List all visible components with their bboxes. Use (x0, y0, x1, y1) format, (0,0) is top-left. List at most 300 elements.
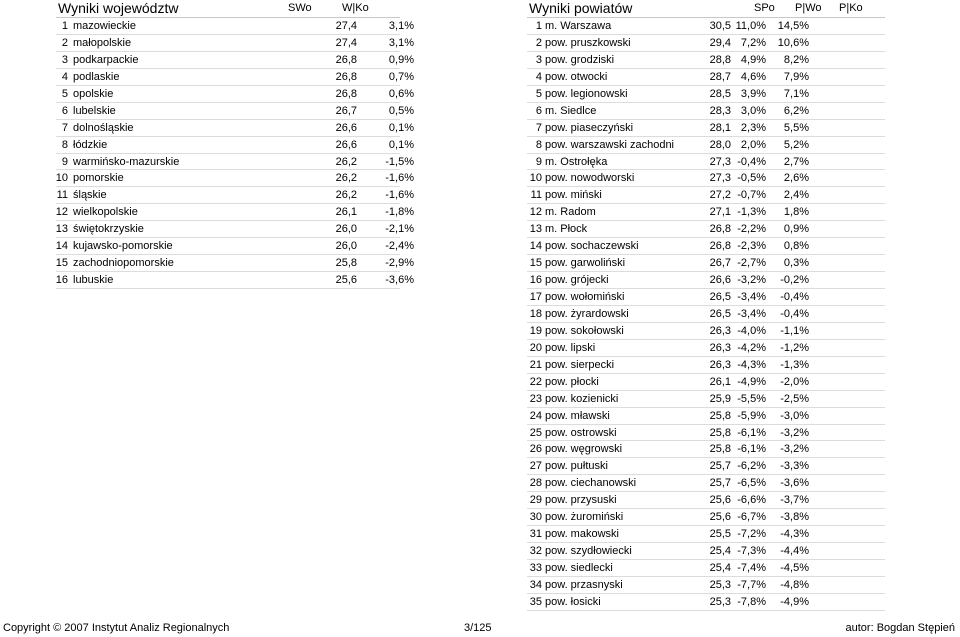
cell-v3: -4,8% (780, 578, 809, 591)
cell-v1: 25,4 (709, 562, 731, 574)
cell-name: pow. szydłowiecki (545, 545, 632, 558)
cell-v1: 26,1 (335, 206, 357, 219)
cell-v2: 4,9% (740, 53, 766, 66)
cell-v3: -3,0% (780, 409, 809, 422)
cell-v3: -4,4% (780, 545, 809, 558)
cell-name: pow. żuromiński (545, 511, 624, 524)
cell-v2: -4,9% (737, 375, 766, 388)
cell-n: 8 (535, 138, 542, 151)
cell-v3: -1,2% (780, 341, 809, 354)
table-row (527, 391, 885, 408)
cell-v2: -3,2% (737, 274, 766, 287)
cell-n: 12 (529, 206, 542, 219)
cell-v2: -7,7% (737, 578, 766, 591)
cell-n: 5 (535, 87, 542, 100)
cell-name: pow. kozienicki (545, 392, 619, 405)
cell-v3: -3,8% (780, 511, 809, 524)
table-row (527, 18, 885, 35)
powiaty-header (527, 0, 885, 18)
cell-name: świętokrzyskie (73, 223, 144, 236)
cell-v1: 29,4 (709, 36, 731, 49)
table-row (527, 458, 885, 475)
cell-v1: 25,6 (709, 511, 731, 524)
cell-v2: -5,5% (737, 392, 766, 405)
cell-v1: 25,7 (709, 477, 731, 490)
cell-v2: -3,6% (385, 274, 414, 287)
col-spo-header: SPo (754, 2, 775, 14)
cell-v2: 3,0% (740, 104, 766, 117)
cell-v3: -4,5% (780, 562, 809, 574)
cell-n: 8 (61, 138, 68, 151)
table-row (527, 221, 885, 238)
cell-name: kujawsko-pomorskie (73, 240, 173, 253)
powiaty-table (527, 0, 885, 611)
cell-n: 35 (529, 595, 542, 608)
cell-v2: 11,0% (735, 20, 766, 32)
cell-v1: 26,7 (335, 104, 357, 117)
cell-name: m. Płock (545, 223, 588, 236)
cell-v2: -4,3% (737, 358, 766, 371)
cell-v1: 26,3 (709, 324, 731, 337)
cell-name: pow. grodziski (545, 53, 615, 66)
cell-n: 15 (529, 257, 542, 270)
cell-name: opolskie (73, 87, 114, 100)
cell-name: pow. grójecki (545, 274, 609, 287)
cell-v2: -2,1% (385, 223, 414, 236)
table-row (56, 120, 414, 137)
table-row (56, 86, 414, 103)
cell-n: 31 (529, 528, 542, 541)
cell-name: mazowieckie (73, 20, 136, 32)
cell-v3: 2,4% (783, 189, 809, 202)
table-row (527, 120, 885, 137)
powiaty-rows (527, 18, 885, 611)
cell-v1: 25,8 (709, 443, 731, 456)
table-row (527, 594, 885, 611)
cell-v1: 26,0 (335, 223, 357, 236)
cell-v1: 27,3 (709, 172, 731, 185)
cell-v3: 14,5% (777, 20, 809, 32)
cell-name: pow. łosicki (545, 595, 601, 608)
cell-name: pow. przysuski (545, 494, 617, 507)
cell-v3: -3,6% (780, 477, 809, 490)
cell-v1: 25,3 (709, 578, 731, 591)
cell-v2: -1,5% (385, 155, 414, 168)
table-row (56, 18, 414, 35)
cell-v1: 26,8 (709, 223, 731, 236)
cell-v2: -3,4% (737, 291, 766, 303)
cell-n: 25 (529, 426, 542, 439)
cell-v2: -6,7% (737, 511, 766, 524)
footer-author: autor: Bogdan Stępień (845, 622, 955, 634)
cell-v3: 2,6% (783, 172, 809, 185)
cell-n: 13 (55, 223, 68, 236)
cell-v1: 26,3 (709, 358, 731, 371)
cell-v2: 3,1% (388, 20, 414, 32)
cell-n: 10 (55, 172, 68, 185)
table-row (527, 187, 885, 204)
cell-name: m. Warszawa (545, 20, 612, 32)
col-pwo-header: P|Wo (795, 2, 822, 14)
cell-name: łódzkie (73, 138, 108, 151)
wojewodztwa-title: Wyniki województw (58, 0, 179, 16)
cell-n: 14 (55, 240, 68, 253)
cell-v3: 0,8% (783, 240, 809, 253)
table-row (527, 357, 885, 374)
cell-n: 7 (61, 121, 68, 134)
cell-n: 4 (61, 70, 68, 83)
cell-v3: -4,9% (780, 595, 809, 608)
cell-name: pow. legionowski (545, 87, 628, 100)
cell-name: dolnośląskie (73, 121, 134, 134)
cell-v2: -6,6% (737, 494, 766, 507)
cell-v3: -2,5% (780, 392, 809, 405)
table-row (527, 340, 885, 357)
cell-v1: 28,5 (709, 87, 731, 100)
cell-n: 3 (535, 53, 542, 66)
cell-v2: -7,4% (737, 562, 766, 574)
cell-name: pow. piaseczyński (545, 121, 634, 134)
cell-name: pow. węgrowski (545, 443, 623, 456)
cell-n: 1 (61, 20, 68, 32)
cell-v1: 28,7 (709, 70, 731, 83)
table-row (56, 35, 414, 52)
cell-name: pow. mławski (545, 409, 610, 422)
table-row (527, 154, 885, 171)
cell-v1: 26,1 (709, 375, 731, 388)
cell-name: pow. wołomiński (545, 291, 625, 303)
table-row (527, 408, 885, 425)
cell-v3: 2,7% (783, 155, 809, 168)
cell-n: 21 (529, 358, 542, 371)
cell-v2: 2,3% (740, 121, 766, 134)
cell-v2: 0,1% (388, 138, 414, 151)
table-row (55, 221, 414, 238)
cell-v2: -6,5% (737, 477, 766, 490)
table-row (527, 255, 885, 272)
cell-n: 1 (535, 20, 542, 32)
table-row (527, 323, 885, 340)
table-row (527, 577, 885, 594)
cell-v2: -7,8% (737, 595, 766, 608)
cell-n: 13 (529, 223, 542, 236)
cell-v1: 26,2 (335, 189, 357, 202)
cell-v1: 26,5 (709, 291, 731, 303)
cell-v1: 26,8 (335, 87, 357, 100)
cell-name: lubuskie (73, 274, 114, 287)
cell-v3: 10,6% (777, 36, 809, 49)
cell-v3: -4,3% (780, 528, 809, 541)
cell-n: 33 (529, 562, 542, 574)
cell-name: podlaskie (73, 70, 120, 83)
cell-v1: 26,6 (335, 138, 357, 151)
table-row (56, 52, 414, 69)
cell-v3: 7,9% (783, 70, 809, 83)
cell-v1: 25,6 (709, 494, 731, 507)
cell-n: 12 (55, 206, 68, 219)
table-row (56, 137, 414, 154)
cell-v1: 28,8 (709, 53, 731, 66)
cell-name: m. Radom (545, 206, 596, 219)
cell-v1: 26,7 (709, 257, 731, 270)
table-row (527, 204, 885, 221)
cell-v2: -6,1% (737, 443, 766, 456)
table-row (527, 69, 885, 86)
cell-name: pow. pruszkowski (545, 36, 631, 49)
cell-v1: 27,4 (335, 20, 357, 32)
cell-v2: -2,3% (737, 240, 766, 253)
cell-name: warmińsko-mazurskie (73, 155, 180, 168)
cell-v2: -1,6% (385, 189, 414, 202)
cell-v1: 28,1 (709, 121, 731, 134)
cell-v2: -0,7% (737, 189, 766, 202)
cell-v2: 7,2% (740, 36, 766, 49)
cell-v2: 0,9% (388, 53, 414, 66)
table-row (527, 425, 885, 442)
cell-name: pow. sokołowski (545, 324, 624, 337)
cell-v1: 25,8 (335, 257, 357, 270)
cell-v3: -3,7% (780, 494, 809, 507)
cell-name: pow. pułtuski (545, 460, 608, 473)
table-row (56, 154, 414, 171)
cell-v1: 26,8 (335, 53, 357, 66)
col-swo-header: SWo (288, 2, 312, 14)
cell-v2: -7,2% (737, 528, 766, 541)
cell-name: zachodniopomorskie (73, 257, 174, 270)
cell-name: pow. sochaczewski (545, 240, 639, 253)
cell-v1: 26,3 (709, 341, 731, 354)
cell-n: 5 (61, 87, 68, 100)
cell-v2: 0,5% (388, 104, 414, 117)
cell-name: pow. miński (545, 189, 602, 202)
table-row (527, 526, 885, 543)
cell-n: 30 (529, 511, 542, 524)
cell-v3: 8,2% (783, 53, 809, 66)
cell-name: pow. sierpecki (545, 358, 615, 371)
cell-v3: -1,3% (780, 358, 809, 371)
cell-v1: 26,2 (335, 155, 357, 168)
table-row (527, 560, 885, 577)
cell-name: pow. przasnyski (545, 578, 623, 591)
cell-v2: -1,3% (737, 206, 766, 219)
table-row (527, 238, 885, 255)
cell-n: 17 (529, 291, 542, 303)
cell-n: 11 (56, 189, 68, 202)
cell-v1: 25,4 (709, 545, 731, 558)
wojewodztwa-table (55, 0, 414, 289)
table-row (55, 255, 414, 272)
cell-n: 20 (529, 341, 542, 354)
cell-n: 3 (61, 53, 68, 66)
cell-v1: 25,8 (709, 426, 731, 439)
cell-v2: -6,2% (737, 460, 766, 473)
cell-name: podkarpackie (73, 53, 139, 66)
cell-n: 26 (529, 443, 542, 456)
cell-v3: 0,3% (783, 257, 809, 270)
cell-v3: -0,2% (780, 274, 809, 287)
cell-v3: 5,5% (783, 121, 809, 134)
cell-v2: -5,9% (737, 409, 766, 422)
table-row (55, 272, 414, 289)
cell-n: 9 (535, 155, 542, 168)
cell-name: pow. makowski (545, 528, 619, 541)
cell-n: 22 (529, 375, 542, 388)
cell-v2: -1,6% (385, 172, 414, 185)
cell-n: 2 (61, 36, 68, 49)
cell-v3: 1,8% (783, 206, 809, 219)
cell-v1: 26,6 (335, 121, 357, 134)
cell-n: 6 (535, 104, 542, 117)
table-row (55, 204, 414, 221)
cell-n: 32 (529, 545, 542, 558)
cell-v1: 26,0 (335, 240, 357, 253)
cell-v2: 0,7% (388, 70, 414, 83)
cell-v1: 28,0 (709, 138, 731, 151)
cell-v2: -1,8% (385, 206, 414, 219)
table-row (527, 103, 885, 120)
cell-v1: 26,2 (335, 172, 357, 185)
cell-v2: -2,9% (385, 257, 414, 270)
cell-n: 15 (55, 257, 68, 270)
cell-v2: -6,1% (737, 426, 766, 439)
table-row (56, 187, 414, 204)
cell-v3: -0,4% (780, 307, 809, 320)
table-row (527, 52, 885, 69)
cell-name: małopolskie (73, 36, 132, 49)
cell-v2: -0,5% (737, 172, 766, 185)
cell-n: 6 (61, 104, 68, 117)
cell-n: 7 (535, 121, 542, 134)
wojewodztwa-rows (55, 18, 414, 289)
table-row (527, 441, 885, 458)
cell-n: 23 (529, 392, 542, 405)
table-row (527, 86, 885, 103)
cell-v1: 27,2 (709, 189, 731, 202)
cell-n: 16 (529, 274, 542, 287)
cell-name: pomorskie (73, 172, 124, 185)
footer-page-number: 3/125 (464, 622, 492, 634)
cell-n: 4 (535, 70, 542, 83)
cell-v3: -0,4% (780, 291, 809, 303)
cell-n: 34 (529, 578, 542, 591)
table-row (527, 289, 885, 306)
cell-v3: -3,3% (780, 460, 809, 473)
cell-v2: -7,3% (737, 545, 766, 558)
cell-name: pow. garwoliński (545, 257, 626, 270)
cell-v2: -0,4% (737, 155, 766, 168)
wojewodztwa-header (56, 0, 400, 18)
cell-v3: 7,1% (783, 87, 809, 100)
cell-v2: 0,1% (388, 121, 414, 134)
cell-v3: -2,0% (780, 375, 809, 388)
cell-v1: 30,5 (709, 20, 731, 32)
cell-v2: -3,4% (737, 307, 766, 320)
cell-v2: -4,0% (737, 324, 766, 337)
cell-name: pow. warszawski zachodni (545, 138, 675, 151)
cell-v3: -1,1% (780, 324, 809, 337)
cell-n: 10 (529, 172, 542, 185)
table-row (527, 35, 885, 52)
cell-v1: 26,8 (709, 240, 731, 253)
cell-v2: -2,2% (737, 223, 766, 236)
cell-name: pow. żyrardowski (545, 307, 629, 320)
cell-v1: 27,4 (335, 36, 357, 49)
cell-name: pow. lipski (545, 341, 596, 354)
cell-n: 16 (55, 274, 68, 287)
cell-v2: 2,0% (740, 138, 766, 151)
table-row (527, 137, 885, 154)
col-pko-header: P|Ko (839, 2, 863, 14)
cell-v1: 25,5 (709, 528, 731, 541)
cell-v1: 26,6 (709, 274, 731, 287)
powiaty-title: Wyniki powiatów (529, 0, 633, 16)
cell-n: 2 (535, 36, 542, 49)
cell-v2: 0,6% (388, 87, 414, 100)
cell-v1: 26,8 (335, 70, 357, 83)
footer-copyright: Copyright © 2007 Instytut Analiz Regionalnych (3, 622, 230, 634)
cell-v1: 27,3 (709, 155, 731, 168)
cell-v3: 5,2% (783, 138, 809, 151)
cell-n: 27 (529, 460, 542, 473)
table-row (527, 475, 885, 492)
cell-v2: -2,7% (737, 257, 766, 270)
cell-n: 11 (530, 189, 542, 202)
cell-name: pow. ostrowski (545, 426, 617, 439)
cell-name: m. Ostrołęka (545, 155, 608, 168)
cell-v1: 25,3 (709, 595, 731, 608)
cell-name: pow. płocki (545, 375, 599, 388)
cell-n: 29 (529, 494, 542, 507)
table-row (527, 374, 885, 391)
table-row (527, 306, 885, 323)
cell-name: pow. nowodworski (545, 172, 635, 185)
cell-name: m. Siedlce (545, 104, 597, 117)
cell-n: 14 (529, 240, 542, 253)
table-row (55, 170, 414, 187)
cell-n: 24 (529, 409, 542, 422)
cell-n: 28 (529, 477, 542, 490)
table-row (527, 509, 885, 526)
cell-v2: 3,9% (740, 87, 766, 100)
cell-v1: 25,7 (709, 460, 731, 473)
cell-name: lubelskie (73, 104, 116, 117)
table-row (56, 103, 414, 120)
cell-n: 18 (529, 307, 542, 320)
cell-v2: 4,6% (740, 70, 766, 83)
table-row (527, 272, 885, 289)
cell-v1: 27,1 (709, 206, 731, 219)
table-row (56, 69, 414, 86)
cell-n: 19 (529, 324, 542, 337)
table-row (55, 238, 414, 255)
table-row (527, 543, 885, 560)
cell-v2: -2,4% (385, 240, 414, 253)
cell-v1: 26,5 (709, 307, 731, 320)
cell-v1: 25,9 (709, 392, 731, 405)
cell-v1: 25,6 (335, 274, 357, 287)
cell-name: pow. ciechanowski (545, 477, 637, 490)
cell-v3: -3,2% (780, 426, 809, 439)
cell-n: 9 (61, 155, 68, 168)
cell-v2: 3,1% (388, 36, 414, 49)
cell-v2: -4,2% (737, 341, 766, 354)
cell-v3: -3,2% (780, 443, 809, 456)
cell-name: pow. otwocki (545, 70, 608, 83)
table-row (527, 170, 885, 187)
cell-name: śląskie (73, 189, 107, 202)
cell-v1: 28,3 (709, 104, 731, 117)
cell-name: wielkopolskie (73, 206, 138, 219)
